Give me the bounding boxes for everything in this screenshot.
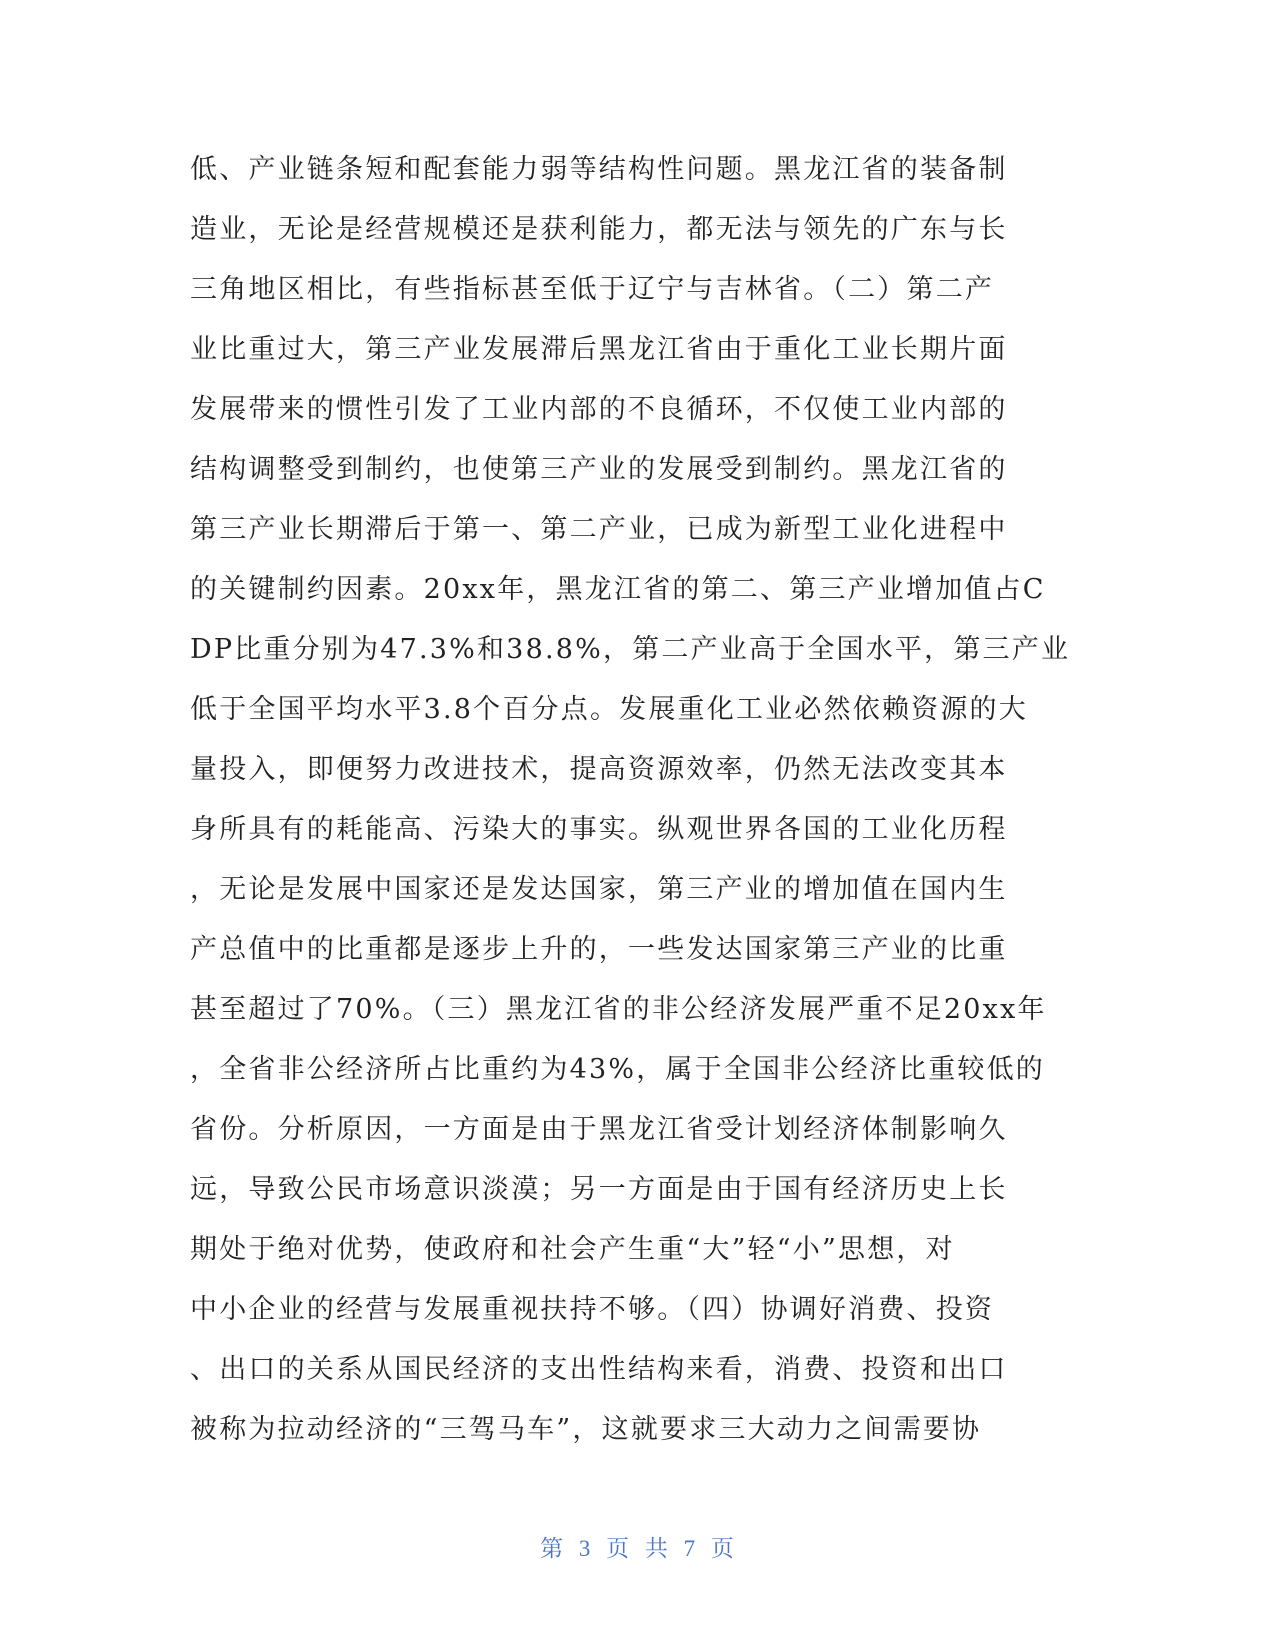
- text-line: 产总值中的比重都是逐步上升的，一些发达国家第三产业的比重: [190, 934, 1008, 965]
- text-line: ，无论是发展中国家还是发达国家，第三产业的增加值在国内生: [190, 874, 1008, 905]
- text-line: 甚至超过了70%。（三）黑龙江省的非公经济发展严重不足20xx年: [190, 994, 1047, 1025]
- text-line: 身所具有的耗能高、污染大的事实。纵观世界各国的工业化历程: [190, 814, 1008, 845]
- page-number: 3: [578, 1536, 592, 1561]
- body-text: [190, 140, 1090, 1460]
- text-line: 中小企业的经营与发展重视扶持不够。（四）协调好消费、投资: [190, 1294, 995, 1325]
- text-line: 、出口的关系从国民经济的支出性结构来看，消费、投资和出口: [190, 1354, 1008, 1385]
- text-line: 三角地区相比，有些指标甚至低于辽宁与吉林省。（二）第二产: [190, 274, 995, 305]
- text-line: 发展带来的惯性引发了工业内部的不良循环，不仅使工业内部的: [190, 394, 1008, 425]
- page-label: 页: [606, 1536, 631, 1561]
- text-line: DP比重分别为47.3%和38.8%，第二产业高于全国水平，第三产业: [190, 634, 1071, 665]
- text-line: 低于全国平均水平3.8个百分点。发展重化工业必然依赖资源的大: [190, 694, 1028, 725]
- text-line: 业比重过大，第三产业发展滞后黑龙江省由于重化工业长期片面: [190, 334, 1008, 365]
- total-label: 页: [710, 1536, 735, 1561]
- page-footer: [0, 1530, 1275, 1563]
- text-line: 被称为拉动经济的“三驾马车”，这就要求三大动力之间需要协: [190, 1414, 982, 1445]
- total-prefix: 共: [644, 1536, 669, 1561]
- text-line: 的关键制约因素。20xx年，黑龙江省的第二、第三产业增加值占C: [190, 574, 1046, 605]
- text-line: 造业，无论是经营规模还是获利能力，都无法与领先的广东与长: [190, 214, 1008, 245]
- text-line: ，全省非公经济所占比重约为43%，属于全国非公经济比重较低的: [190, 1054, 1046, 1085]
- text-line: 远，导致公民市场意识淡漠；另一方面是由于国有经济历史上长: [190, 1174, 1008, 1205]
- text-line: 第三产业长期滞后于第一、第二产业，已成为新型工业化进程中: [190, 514, 1008, 545]
- text-line: 量投入，即便努力改进技术，提高资源效率，仍然无法改变其本: [190, 754, 1008, 785]
- text-line: 结构调整受到制约，也使第三产业的发展受到制约。黑龙江省的: [190, 454, 1008, 485]
- total-pages: 7: [683, 1536, 697, 1561]
- text-line: 期处于绝对优势，使政府和社会产生重“大”轻“小”思想，对: [190, 1234, 955, 1265]
- text-line: 省份。分析原因，一方面是由于黑龙江省受计划经济体制影响久: [190, 1114, 1008, 1145]
- text-line: 低、产业链条短和配套能力弱等结构性问题。黑龙江省的装备制: [190, 154, 1008, 185]
- page-prefix: 第: [540, 1536, 565, 1561]
